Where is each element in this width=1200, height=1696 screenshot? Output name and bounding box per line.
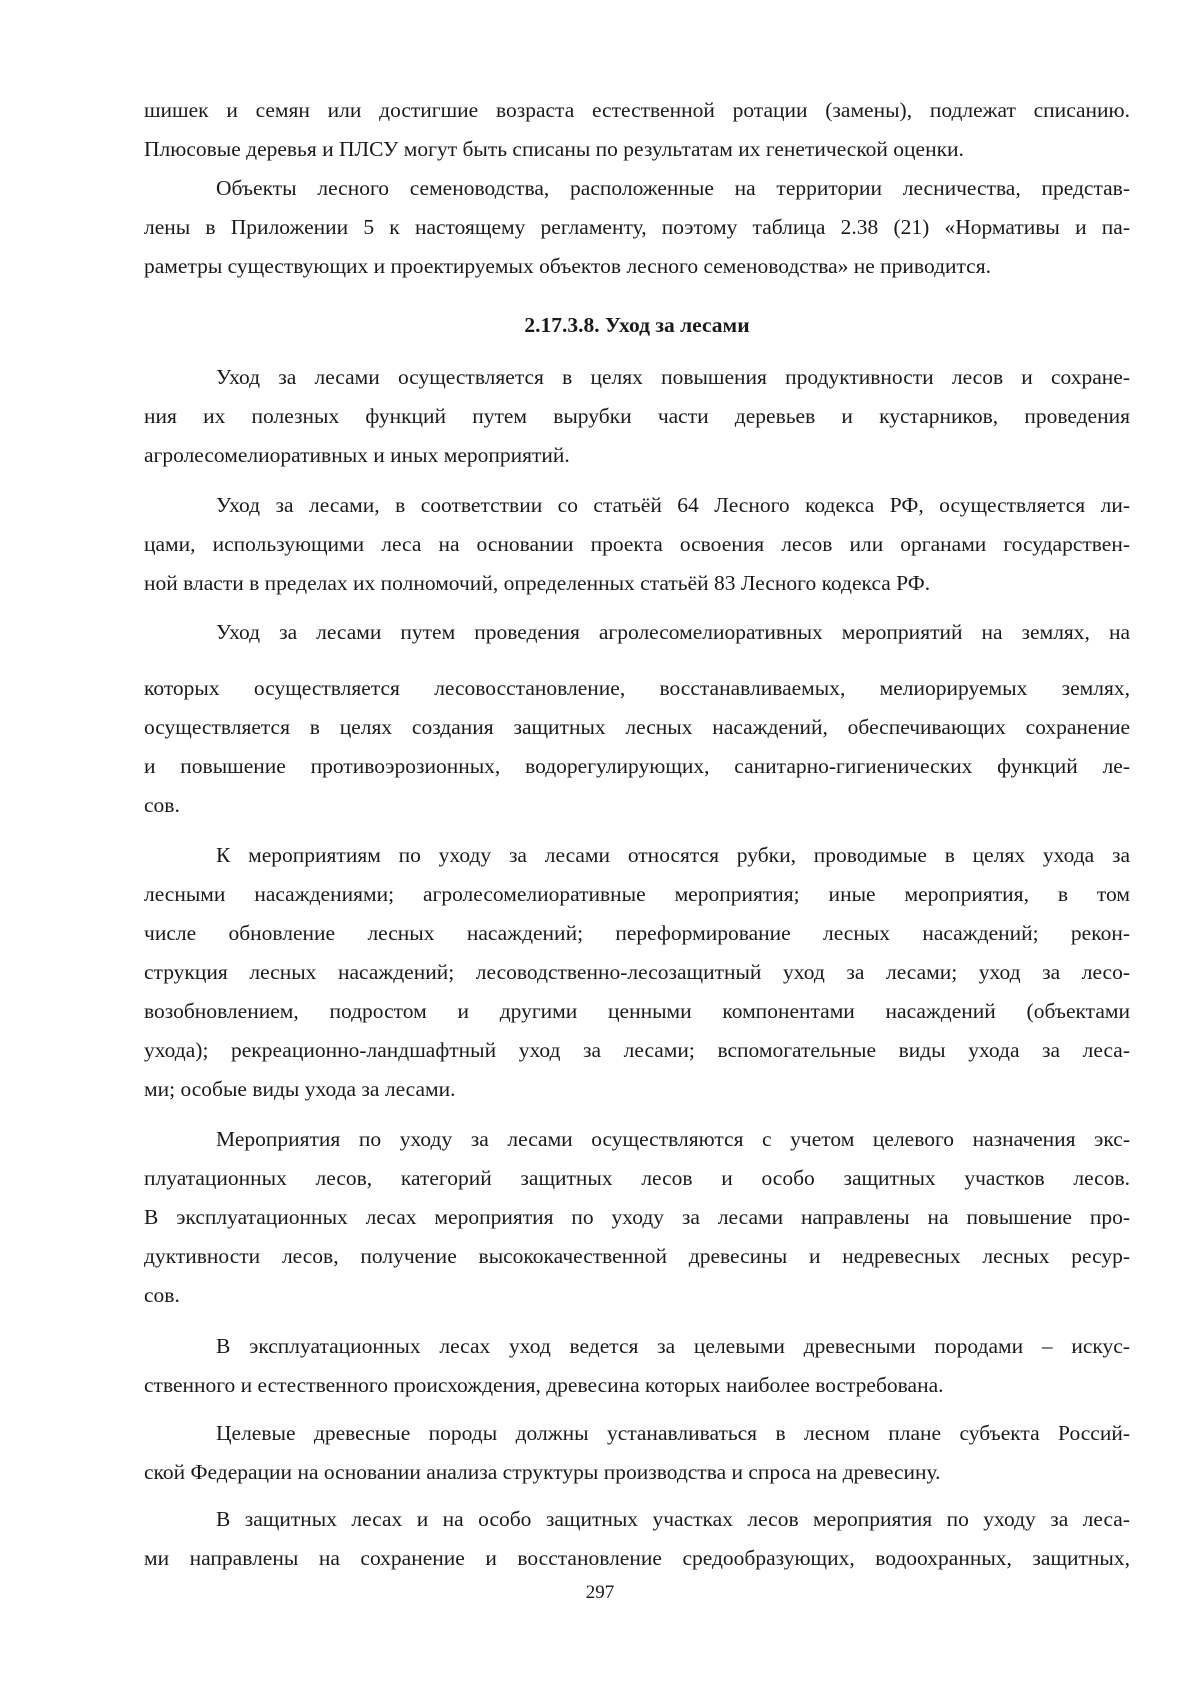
text-line: Уход за лесами, в соответствии со статьёй 64 Лесного кодекса РФ, осуществляется ли-: [216, 493, 1130, 517]
text-line: плуатационных лесов, категорий защитных лесов и особо защитных участков лесов.: [144, 1166, 1130, 1190]
text-line: К мероприятиям по уходу за лесами относятся рубки, проводимые в целях ухода за: [216, 843, 1130, 867]
text-line: и повышение противоэрозионных, водорегулирующих, санитарно-гигиенических функций ле-: [144, 754, 1130, 778]
text-line: сов.: [144, 1283, 180, 1307]
text-line: лены в Приложении 5 к настоящему регламенту, поэтому таблица 2.38 (21) «Нормативы и па-: [144, 215, 1130, 239]
text-line: Целевые древесные породы должны устанавливаться в лесном плане субъекта Россий-: [216, 1421, 1130, 1445]
section-heading: 2.17.3.8. Уход за лесами: [524, 313, 750, 337]
text-line: Плюсовые деревья и ПЛСУ могут быть списаны по результатам их генетической оценки.: [144, 137, 964, 161]
text-line: возобновлением, подростом и другими ценными компонентами насаждений (объектами: [144, 999, 1130, 1023]
text-line: осуществляется в целях создания защитных лесных насаждений, обеспечивающих сохранение: [144, 715, 1130, 739]
text-line: цами, использующими леса на основании проекта освоения лесов или органами государствен-: [144, 532, 1130, 556]
text-line: струкция лесных насаждений; лесоводственно-лесозащитный уход за лесами; уход за лесо-: [144, 960, 1130, 984]
text-line: которых осуществляется лесовосстановление, восстанавливаемых, мелиорируемых землях,: [144, 676, 1130, 700]
text-line: шишек и семян или достигшие возраста естественной ротации (замены), подлежат списанию.: [144, 98, 1130, 122]
page-number: 297: [585, 1582, 615, 1603]
text-line: дуктивности лесов, получение высококачественной древесины и недревесных лесных ресур-: [144, 1244, 1130, 1268]
text-line: ми направлены на сохранение и восстановление средообразующих, водоохранных, защитных,: [144, 1546, 1130, 1570]
text-line: Уход за лесами путем проведения агролесомелиоративных мероприятий на землях, на: [216, 620, 1130, 644]
text-line: ской Федерации на основании анализа структуры производства и спроса на древесину.: [144, 1460, 941, 1484]
text-line: Уход за лесами осуществляется в целях повышения продуктивности лесов и сохране-: [216, 365, 1130, 389]
text-line: ственного и естественного происхождения, древесина которых наиболее востребована.: [144, 1373, 944, 1397]
text-line: В эксплуатационных лесах мероприятия по уходу за лесами направлены на повышение про-: [144, 1205, 1130, 1229]
text-line: сов.: [144, 793, 180, 817]
text-line: агролесомелиоративных и иных мероприятий.: [144, 443, 570, 467]
text-line: Объекты лесного семеноводства, расположенные на территории лесничества, представ-: [216, 176, 1130, 200]
text-line: ухода); рекреационно-ландшафтный уход за лесами; вспомогательные виды ухода за леса-: [144, 1038, 1130, 1062]
text-line: числе обновление лесных насаждений; переформирование лесных насаждений; рекон-: [144, 921, 1130, 945]
text-line: ния их полезных функций путем вырубки части деревьев и кустарников, проведения: [144, 404, 1130, 428]
text-line: ми; особые виды ухода за лесами.: [144, 1077, 456, 1101]
text-line: лесными насаждениями; агролесомелиоративные мероприятия; иные мероприятия, в том: [144, 882, 1130, 906]
text-line: В эксплуатационных лесах уход ведется за целевыми древесными породами – искус-: [216, 1334, 1130, 1358]
text-line: В защитных лесах и на особо защитных участках лесов мероприятия по уходу за леса-: [216, 1507, 1130, 1531]
text-line: раметры существующих и проектируемых объектов лесного семеноводства» не приводится.: [144, 254, 991, 278]
text-line: ной власти в пределах их полномочий, определенных статьёй 83 Лесного кодекса РФ.: [144, 571, 931, 595]
text-line: Мероприятия по уходу за лесами осуществляются с учетом целевого назначения экс-: [216, 1127, 1130, 1151]
